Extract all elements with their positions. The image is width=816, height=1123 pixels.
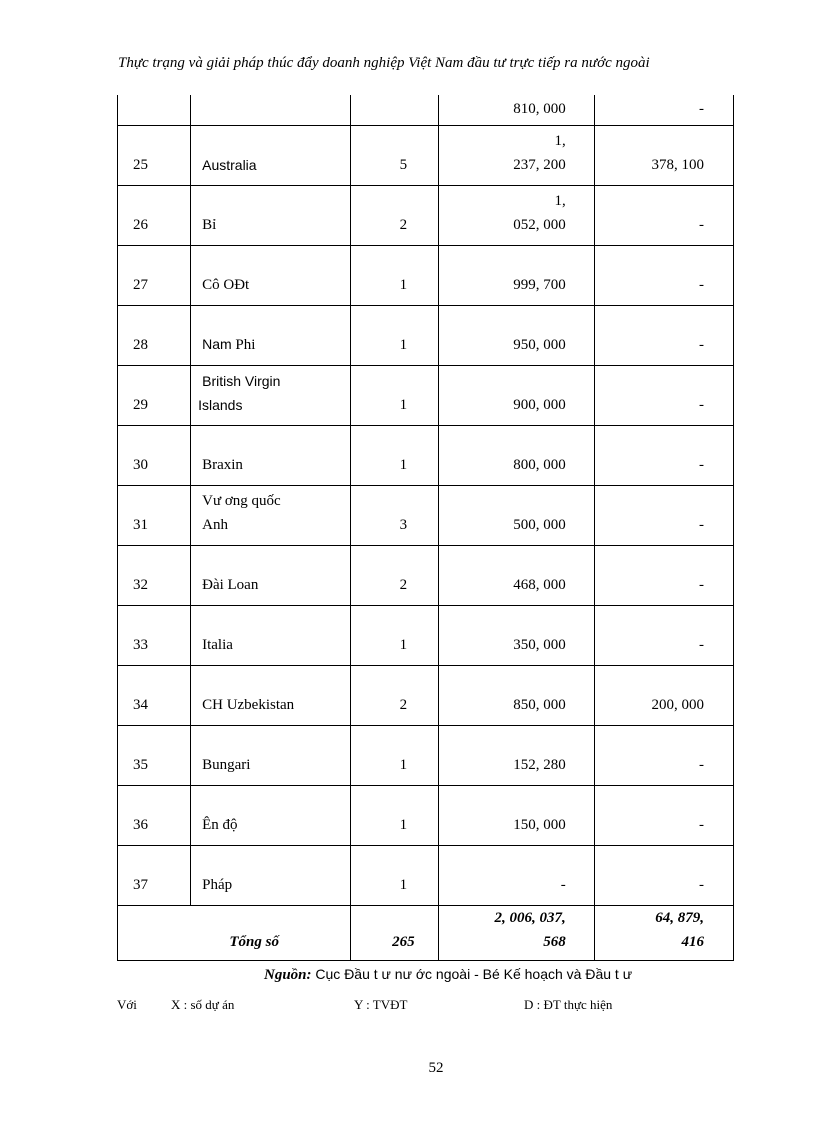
row-number: 34	[133, 697, 148, 713]
country-name: Bungari	[202, 757, 251, 773]
row-number: 30	[133, 457, 148, 473]
registered-capital: 999, 700	[513, 277, 566, 293]
table-row	[118, 846, 734, 906]
table-row	[118, 546, 734, 606]
registered-capital-line1: 1,	[554, 193, 566, 209]
implemented-capital: 378, 100	[651, 157, 704, 173]
row-number: 35	[133, 757, 148, 773]
legend-y: Y : TVĐT	[354, 997, 408, 1012]
implemented-capital: -	[699, 877, 704, 893]
table-row	[118, 606, 734, 666]
registered-capital: 150, 000	[513, 817, 566, 833]
source-note	[264, 966, 632, 984]
project-count: 1	[399, 277, 408, 293]
total-implemented-line1: 64, 879,	[655, 910, 704, 926]
implemented-capital: -	[699, 397, 704, 413]
page-number: 52	[428, 1060, 444, 1076]
row-number: 32	[133, 577, 148, 593]
project-count: 2	[399, 217, 408, 233]
project-count: 1	[399, 877, 408, 893]
registered-capital: 810, 000	[513, 101, 566, 117]
table-row	[118, 786, 734, 846]
implemented-capital: -	[699, 817, 704, 833]
registered-capital: 237, 200	[513, 157, 566, 173]
table-row	[118, 486, 734, 546]
registered-capital: 950, 000	[513, 337, 566, 353]
implemented-capital: -	[699, 277, 704, 293]
row-number: 26	[133, 217, 148, 233]
row-number	[118, 95, 190, 125]
country-name: CH Uzbekistan	[202, 697, 295, 713]
project-count: 3	[399, 517, 408, 533]
table-row	[118, 186, 734, 246]
country-name: Đài Loan	[202, 577, 259, 593]
total-label: Tổng số	[229, 934, 279, 950]
project-count: 1	[399, 457, 408, 473]
implemented-capital: -	[699, 517, 704, 533]
investment-table	[117, 95, 734, 961]
project-count: 1	[399, 397, 408, 413]
implemented-capital: -	[699, 101, 704, 117]
row-number: 27	[133, 277, 148, 293]
row-number: 36	[133, 817, 148, 833]
implemented-capital: -	[699, 217, 704, 233]
registered-capital: 468, 000	[513, 577, 566, 593]
implemented-capital: -	[699, 757, 704, 773]
country-name: Islands	[198, 397, 243, 413]
table-row	[118, 366, 734, 426]
country-name-part: Nam	[202, 336, 232, 352]
legend-x: X : số dự án	[171, 997, 235, 1012]
registered-capital: 800, 000	[513, 457, 566, 473]
table-row	[118, 666, 734, 726]
total-registered-line1: 2, 006, 037,	[494, 910, 566, 926]
row-number: 29	[133, 397, 148, 413]
registered-capital: 850, 000	[513, 697, 566, 713]
country-name-part: Phi	[235, 337, 256, 353]
table-row	[118, 95, 734, 126]
project-count: 2	[399, 697, 408, 713]
project-count: 2	[399, 577, 408, 593]
row-number: 28	[133, 337, 148, 353]
registered-capital: 152, 280	[513, 757, 566, 773]
country-name: Anh	[202, 517, 228, 533]
project-count	[351, 95, 437, 125]
table-row	[118, 426, 734, 486]
total-row	[118, 906, 734, 961]
running-header: Thực trạng và giải pháp thúc đẩy doanh nghiệp Việt Nam đầu tư trực tiếp ra nước ngoài	[118, 55, 650, 71]
registered-capital: 500, 000	[513, 517, 566, 533]
table-row	[118, 726, 734, 786]
registered-capital: 900, 000	[513, 397, 566, 413]
country-name	[191, 95, 350, 125]
project-count: 1	[399, 817, 408, 833]
registered-capital: -	[560, 877, 566, 893]
total-registered: 568	[543, 934, 566, 950]
registered-capital: 350, 000	[513, 637, 566, 653]
country-name: Italia	[202, 637, 233, 653]
row-number: 25	[133, 157, 148, 173]
project-count: 1	[399, 337, 408, 353]
table-row	[118, 306, 734, 366]
project-count: 1	[399, 757, 408, 773]
row-number: 37	[133, 877, 148, 893]
legend-with: Với	[117, 997, 137, 1012]
country-name: Ên độ	[202, 817, 238, 833]
row-number: 31	[133, 517, 148, 533]
registered-capital: 052, 000	[513, 217, 566, 233]
country-name: Braxin	[202, 457, 243, 473]
project-count: 5	[399, 157, 408, 173]
country-name: Pháp	[202, 877, 233, 893]
source-label: Nguồn:	[264, 967, 312, 983]
row-number: 33	[133, 637, 148, 653]
implemented-capital: -	[699, 577, 704, 593]
source-text: Cục Đầu t ư nư ớc ngoài - Bé Kế hoạch và Đầu t ư	[311, 966, 633, 982]
total-projects: 265	[392, 934, 415, 950]
project-count: 1	[399, 637, 408, 653]
table-row	[118, 126, 734, 186]
implemented-capital: 200, 000	[651, 697, 704, 713]
implemented-capital: -	[699, 337, 704, 353]
total-implemented: 416	[681, 934, 704, 950]
country-name: Bỉ	[202, 217, 217, 233]
implemented-capital: -	[699, 457, 704, 473]
implemented-capital: -	[699, 637, 704, 653]
country-name-line1: Vư ơng quốc	[202, 493, 281, 509]
table-row	[118, 246, 734, 306]
country-name-line1: British Virgin	[202, 373, 281, 389]
country-name: Australia	[202, 157, 257, 173]
registered-capital-line1: 1,	[554, 133, 566, 149]
country-name: Cô OĐt	[202, 277, 250, 293]
legend-d: D : ĐT thực hiện	[524, 997, 613, 1012]
